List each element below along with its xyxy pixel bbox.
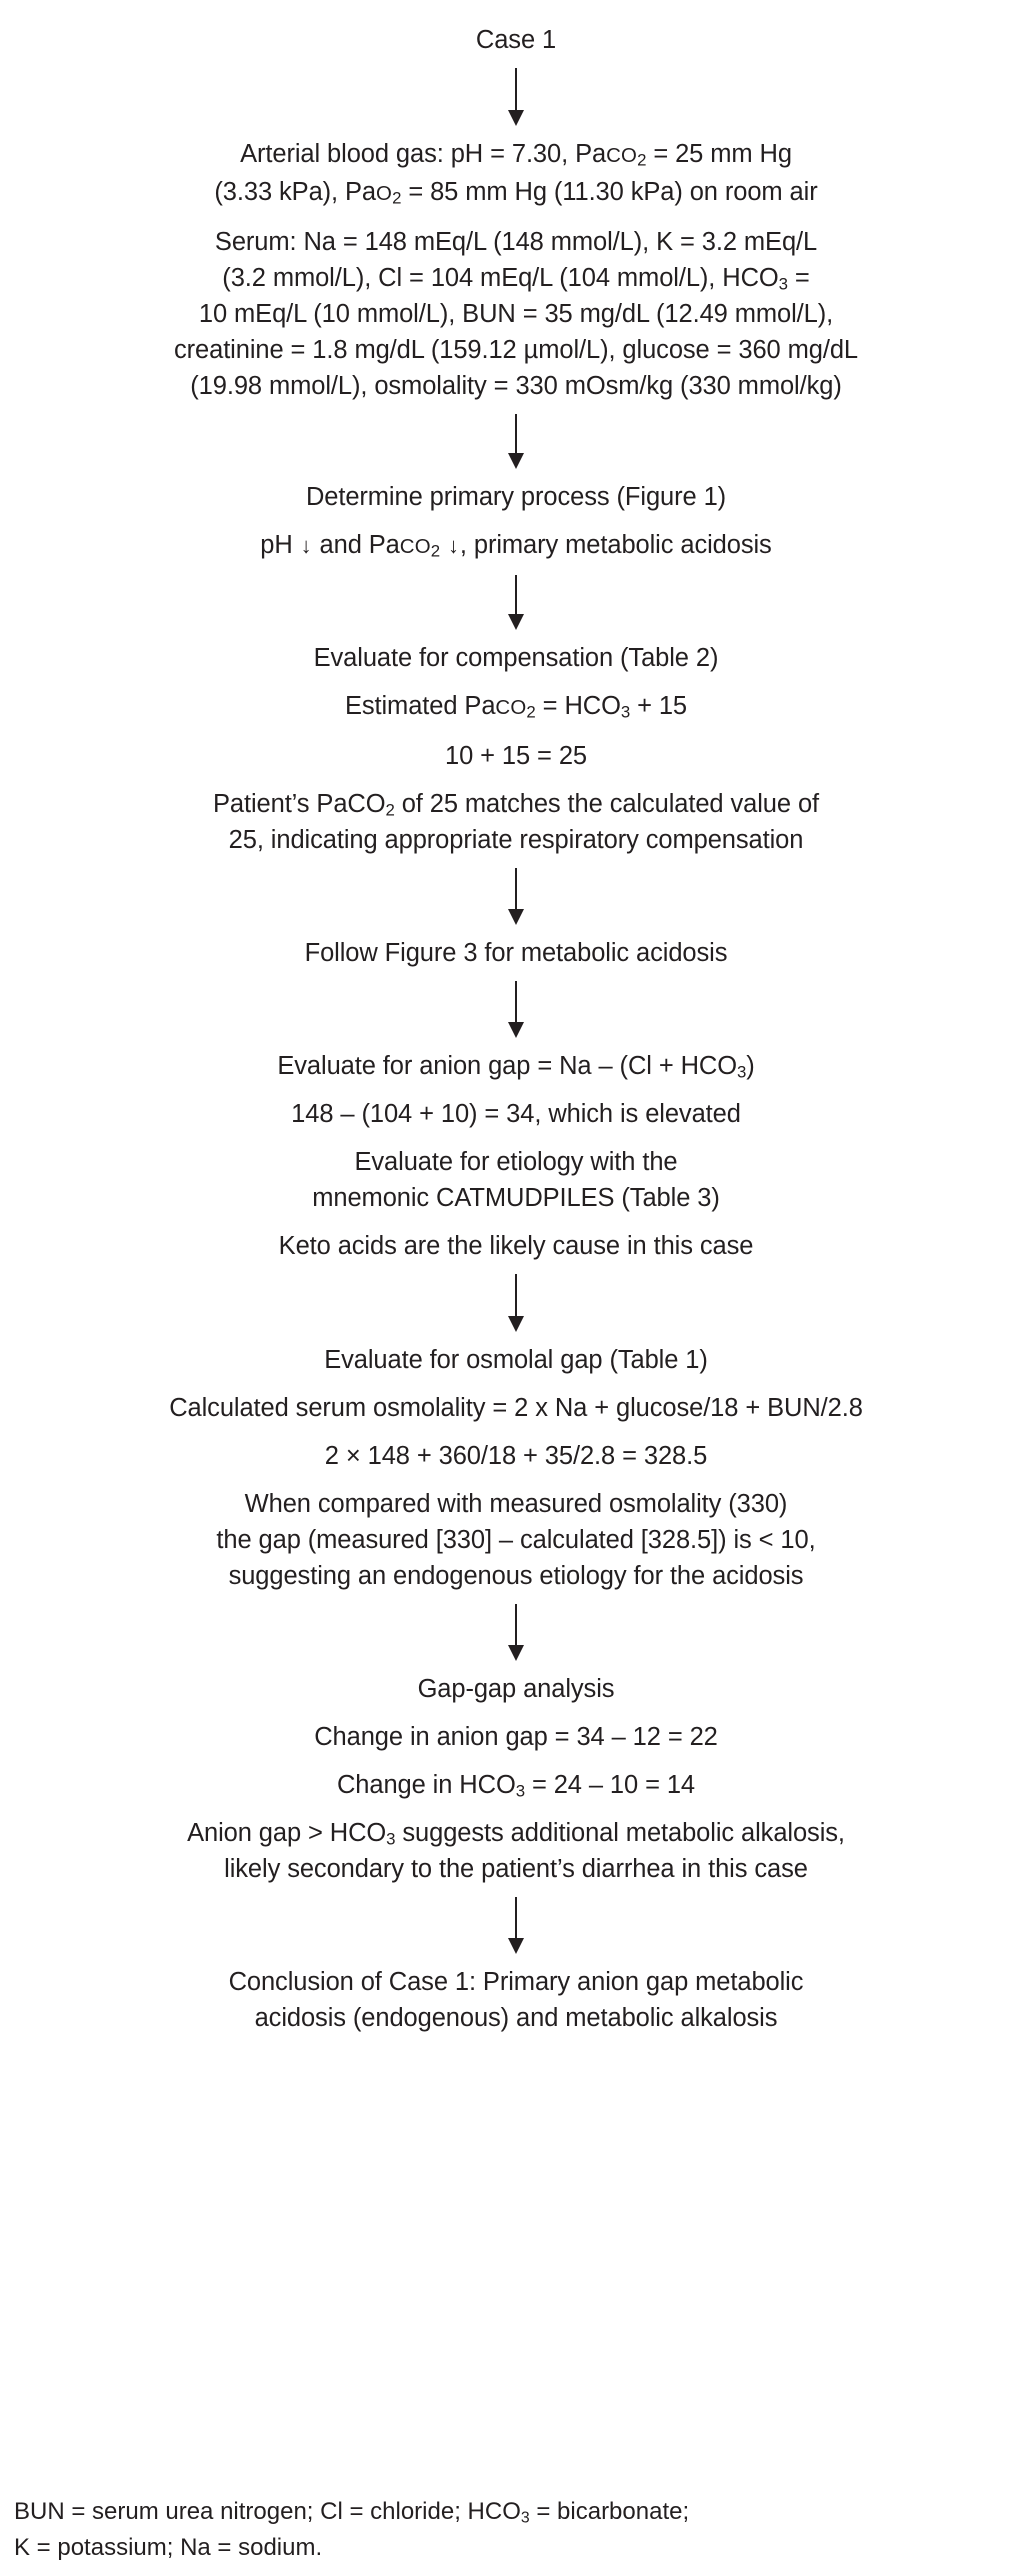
step-evaluate-anion-gap-group <box>14 1096 1018 1132</box>
text-line: Case 1 <box>475 26 557 54</box>
step-evaluate-anion-gap-group <box>14 1228 1018 1264</box>
arrow-shaft <box>515 1274 517 1318</box>
text-line: 25, indicating appropriate respiratory compensation <box>228 826 804 854</box>
arrow-head-icon <box>508 110 524 126</box>
step-evaluate-compensation <box>14 640 1018 858</box>
text-line: Estimated PaCO$_2$ = $HCO_3 + 15$ <box>344 692 688 722</box>
arrow-compensation-to-figure3 <box>501 868 531 925</box>
step-gap-gap-analysis <box>14 1671 1018 1887</box>
text-line: Evaluate for osmolal gap (Table 1) <box>324 1346 708 1374</box>
step-evaluate-compensation-group <box>14 688 1018 726</box>
arrow-shaft <box>515 414 517 455</box>
arrow-head-icon <box>508 909 524 925</box>
text-line: Serum: Na = 148 mEq/L (148 mmol/L), K = 3.2 mEq/L <box>214 228 818 256</box>
step-evaluate-anion-gap-group <box>14 1048 1018 1084</box>
arrow-head-icon <box>508 614 524 630</box>
step-determine-primary-process-group <box>14 479 1018 515</box>
arrow-shaft <box>515 68 517 112</box>
text-line: Anion gap > $HCO_3$ suggests additional metabolic alkalosis, <box>187 1819 845 1849</box>
text-line: Change in $HCO_3 = 24 - 10 = 14$ <box>336 1771 696 1801</box>
arrow-primary-process-to-compensation <box>501 575 531 630</box>
text-line: pH ↓ and PaCO$_2$ ↓, primary metabolic acidosis <box>260 531 772 561</box>
step-evaluate-compensation-group <box>14 738 1018 774</box>
text-line: mnemonic CATMUDPILES (Table 3) <box>312 1184 720 1212</box>
arrow-shaft <box>515 575 517 616</box>
step-evaluate-compensation-group <box>14 640 1018 676</box>
step-determine-primary-process <box>14 479 1018 565</box>
text-line: Evaluate for etiology with the <box>354 1148 678 1176</box>
arrow-head-icon <box>508 1938 524 1954</box>
step-gap-gap-analysis-group <box>14 1671 1018 1707</box>
step-determine-primary-process-group <box>14 527 1018 565</box>
step-evaluate-anion-gap <box>14 1048 1018 1264</box>
text-line: Determine primary process (Figure 1) <box>305 483 727 511</box>
abbreviations-footnote <box>0 2494 1032 2566</box>
text-line: Change in anion gap = 34 – 12 = 22 <box>314 1723 718 1751</box>
arrow-shaft <box>515 981 517 1024</box>
step-evaluate-osmolal-gap-group <box>14 1438 1018 1474</box>
text-line: creatinine = 1.8 mg/dL (159.12 µmol/L), glucose = 360 mg/dL <box>173 336 858 364</box>
text-line: (3.33 kPa), PaO$_2$ = 85 mm Hg (11.30 kPa) on room air <box>214 178 818 208</box>
arrow-case-to-labs <box>501 68 531 126</box>
arrow-labs-to-primary-process <box>501 414 531 469</box>
step-follow-figure-3-group <box>14 935 1018 971</box>
step-evaluate-osmolal-gap-group <box>14 1486 1018 1594</box>
step-conclusion-group <box>14 1964 1018 2036</box>
step-evaluate-compensation-group <box>14 786 1018 858</box>
text-line: Arterial blood gas: pH = 7.30, PaCO$_2$ = 25 mm Hg <box>240 140 792 170</box>
arrow-head-icon <box>508 1316 524 1332</box>
arrow-head-icon <box>508 453 524 469</box>
step-case-title <box>14 22 1018 58</box>
arrow-gap-gap-to-conclusion <box>501 1897 531 1954</box>
step-case-title-group <box>14 22 1018 58</box>
step-gap-gap-analysis-group <box>14 1815 1018 1887</box>
text-line: When compared with measured osmolality (330) <box>244 1490 788 1518</box>
text-line: (19.98 mmol/L), osmolality = 330 mOsm/kg (330 mmol/kg) <box>190 372 842 400</box>
step-gap-gap-analysis-group <box>14 1719 1018 1755</box>
text-line: Conclusion of Case 1: Primary anion gap metabolic <box>228 1968 804 1996</box>
step-lab-values <box>14 136 1018 404</box>
step-lab-values-group <box>14 224 1018 404</box>
arrow-shaft <box>515 1604 517 1647</box>
arrow-shaft <box>515 868 517 911</box>
arrow-shaft <box>515 1897 517 1940</box>
step-lab-values-group <box>14 136 1018 212</box>
text-line: (3.2 mmol/L), Cl = 104 mEq/L (104 mmol/L), $HCO_3$ = <box>222 264 810 294</box>
arrow-anion-gap-to-osmolal-gap <box>501 1274 531 1332</box>
arrow-osmolal-gap-to-gap-gap <box>501 1604 531 1661</box>
text-line: 148 – (104 + 10) = 34, which is elevated <box>291 1100 741 1128</box>
text-line: Keto acids are the likely cause in this case <box>278 1232 754 1260</box>
text-line: 10 mEq/L (10 mmol/L), BUN = 35 mg/dL (12.49 mmol/L), <box>198 300 834 328</box>
text-line: 10 + 15 = 25 <box>444 742 587 770</box>
step-gap-gap-analysis-group <box>14 1767 1018 1803</box>
step-evaluate-osmolal-gap-group <box>14 1390 1018 1426</box>
arrow-figure3-to-anion-gap <box>501 981 531 1038</box>
text-line: 2 × 148 + 360/18 + 35/2.8 = 328.5 <box>324 1442 708 1470</box>
text-line: acidosis (endogenous) and metabolic alkalosis <box>254 2004 778 2032</box>
footnote-spacer <box>0 2478 1032 2494</box>
text-line: Evaluate for anion gap = $Na - (Cl + HCO_3)$ <box>277 1052 755 1082</box>
arrow-head-icon <box>508 1022 524 1038</box>
text-line: suggesting an endogenous etiology for the acidosis <box>228 1562 804 1590</box>
text-line: the gap (measured [330] – calculated [328.5]) is < 10, <box>216 1526 816 1554</box>
text-line: Calculated serum osmolality = 2 x Na + glucose/18 + BUN/2.8 <box>169 1394 863 1422</box>
step-evaluate-anion-gap-group <box>14 1144 1018 1216</box>
text-line: Gap-gap analysis <box>417 1675 615 1703</box>
footnote-line: BUN = serum urea nitrogen; Cl = chloride; $HCO_3$ = bicarbonate; <box>14 2498 690 2527</box>
text-line: likely secondary to the patient’s diarrhea in this case <box>224 1855 808 1883</box>
arrow-head-icon <box>508 1645 524 1661</box>
step-evaluate-osmolal-gap-group <box>14 1342 1018 1378</box>
step-evaluate-osmolal-gap <box>14 1342 1018 1594</box>
text-line: Evaluate for compensation (Table 2) <box>313 644 719 672</box>
text-line: Patient’s PaCO$_2$ of 25 matches the calculated value of <box>212 790 820 820</box>
text-line: Follow Figure 3 for metabolic acidosis <box>304 939 728 967</box>
step-conclusion <box>14 1964 1018 2036</box>
footnote-line: K = potassium; Na = sodium. <box>14 2534 323 2561</box>
step-follow-figure-3 <box>14 935 1018 971</box>
